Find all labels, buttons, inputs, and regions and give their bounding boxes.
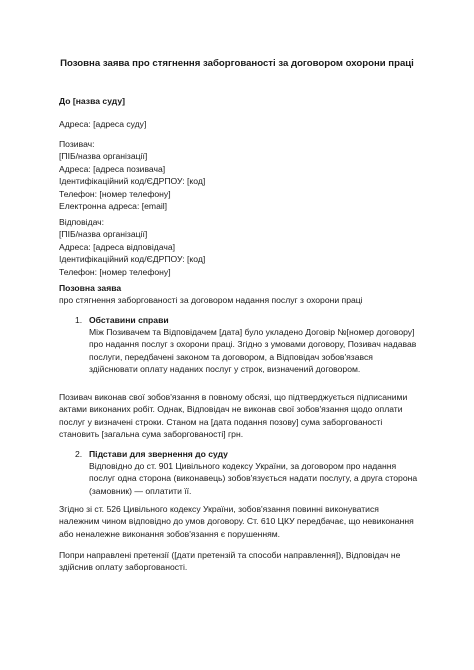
claim-subheading: про стягнення заборгованості за договором надання послуг з охорони праці	[59, 295, 363, 305]
defendant-id-code: Ідентифікаційний код/ЄДРПОУ: [код]	[59, 254, 206, 265]
plaintiff-block	[59, 138, 415, 212]
defendant-phone: Телефон: [номер телефону]	[59, 266, 171, 277]
paragraph-performance: Позивач виконав свої зобов'язання в повному обсязі, що підтверджується підписаними актами виконаних робіт. Однак, Відповідач не виконав свої зобов'язання щодо оплати послуг у визначені строки. Станом на [дата подання позову] сума заборгованості становить [загальна сума заборгованості] грн.	[59, 392, 408, 440]
defendant-heading: Відповідач:	[59, 217, 105, 227]
defendant-block	[59, 216, 415, 278]
plaintiff-name: [ПІБ/назва організації]	[59, 151, 148, 162]
paragraph-legal-basis: Згідно зі ст. 526 Цивільного кодексу України, зобов'язання повинні виконуватися належним чином відповідно до умов договору. Ст. 610 ЦКУ передбачає, що невиконання або неналежне виконання зобов'язання є порушенням.	[59, 504, 414, 539]
defendant-address: Адреса: [адреса відповідача]	[59, 241, 176, 252]
plaintiff-heading: Позивач:	[59, 139, 95, 149]
section-1-number: 1.	[75, 315, 83, 325]
plaintiff-email: Електронна адреса: [email]	[59, 201, 168, 212]
paragraph-claims-sent: Попри направлені претензії ([дати претензій та способи направлення]), Відповідач не здійснив оплату заборгованості.	[59, 550, 401, 573]
section-1-body: Між Позивачем та Відповідачем [дата] було укладено Договір №[номер договору] про надання послуг з охорони праці. Згідно з умовами договору, Позивач надавав послуги, передбачені законом та договором, а Відповідач зобов'язався здійснювати оплату наданих послуг у строк, визначений договором.	[89, 327, 417, 375]
plaintiff-address: Адреса: [адреса позивача]	[59, 163, 166, 174]
section-2-number: 2.	[75, 449, 83, 459]
section-1-title: Обставини справи	[89, 315, 169, 325]
plaintiff-id-code: Ідентифікаційний код/ЄДРПОУ: [код]	[59, 176, 206, 187]
section-2-body: Відповідно до ст. 901 Цивільного кодексу України, за договором про надання послуг одна сторона (виконавець) зобов'язується надати послугу, а друга сторона (замовник) — оплатити її.	[89, 461, 418, 496]
court-address: Адреса: [адреса суду]	[59, 119, 147, 129]
defendant-name: [ПІБ/назва організації]	[59, 229, 148, 240]
document-title: Позовна заява про стягнення заборгованості за договором охорони праці	[60, 58, 414, 69]
plaintiff-phone: Телефон: [номер телефону]	[59, 188, 171, 199]
court-name: До [назва суду]	[59, 96, 125, 106]
section-2-title: Підстави для звернення до суду	[89, 449, 228, 459]
claim-heading: Позовна заява	[59, 283, 122, 293]
